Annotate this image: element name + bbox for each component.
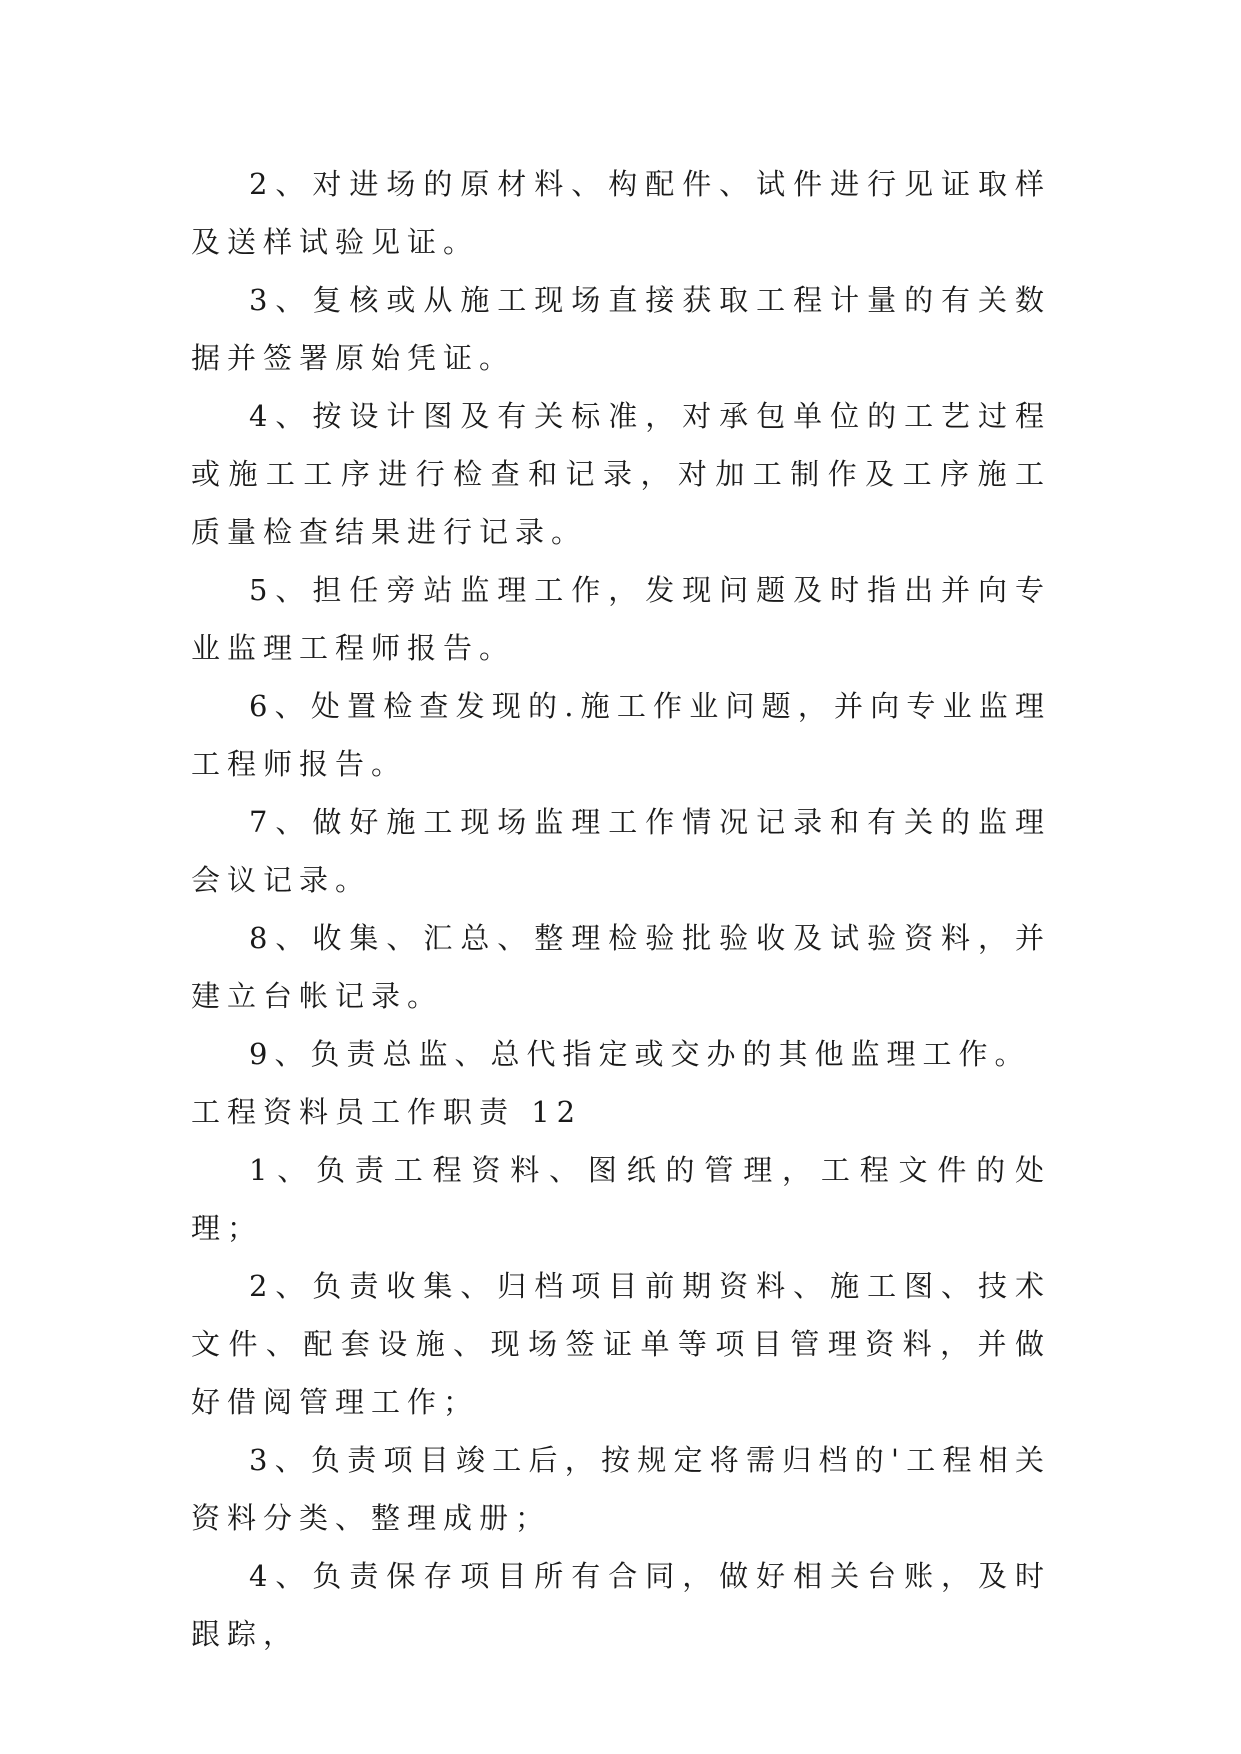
paragraph-item-6: 6、处置检查发现的.施工作业问题，并向专业监理工程师报告。 [191,689,1051,781]
duty-item-3: 3、负责项目竣工后，按规定将需归档的'工程相关资料分类、整理成册； [191,1443,1051,1535]
paragraph-item-8: 8、收集、汇总、整理检验批验收及试验资料，并建立台帐记录。 [191,921,1051,1013]
paragraph-item-4: 4、按设计图及有关标准，对承包单位的工艺过程或施工工序进行检查和记录，对加工制作及工序施工质量检查结果进行记录。 [191,399,1051,549]
duty-item-2: 2、负责收集、归档项目前期资料、施工图、技术文件、配套设施、现场签证单等项目管理资料，并做好借阅管理工作； [191,1269,1051,1419]
paragraph-item-9: 9、负责总监、总代指定或交办的其他监理工作。 [249,1037,1031,1071]
duty-item-4: 4、负责保存项目所有合同，做好相关台账，及时跟踪， [191,1559,1051,1651]
paragraph-item-2: 2、对进场的原材料、构配件、试件进行见证取样及送样试验见证。 [191,167,1051,259]
section-heading: 工程资料员工作职责 12 [191,1095,583,1129]
paragraph-item-5: 5、担任旁站监理工作，发现问题及时指出并向专业监理工程师报告。 [191,573,1051,665]
paragraph-item-7: 7、做好施工现场监理工作情况记录和有关的监理会议记录。 [191,805,1051,897]
duty-item-1: 1、负责工程资料、图纸的管理，工程文件的处理； [191,1153,1051,1245]
paragraph-item-3: 3、复核或从施工现场直接获取工程计量的有关数据并签署原始凭证。 [191,283,1051,375]
document-body [191,155,1051,1663]
